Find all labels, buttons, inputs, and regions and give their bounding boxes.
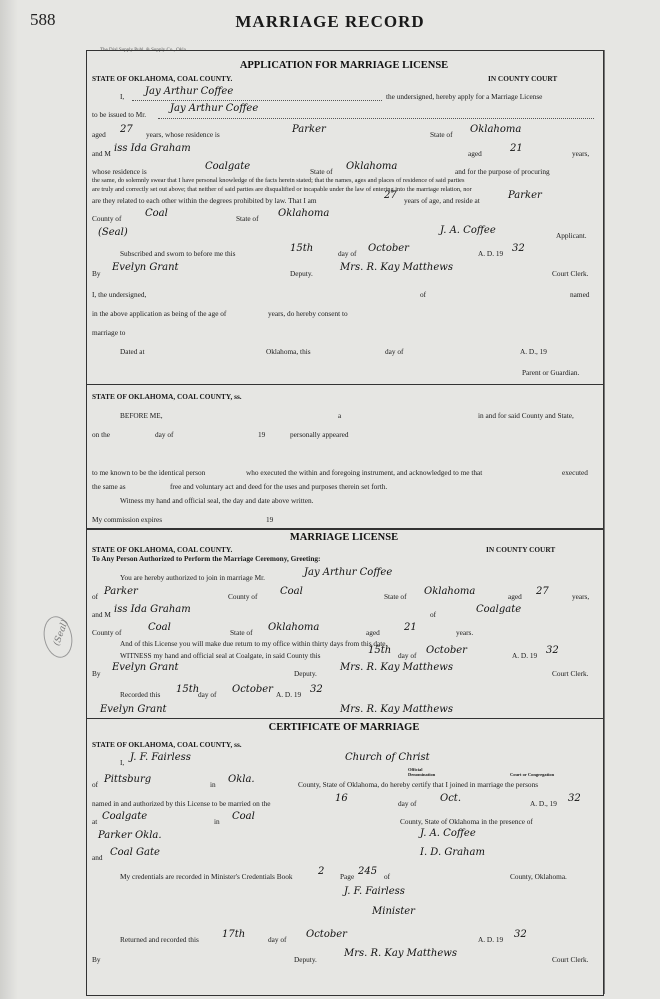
license-rec-ad: A. D. 19 [276,690,302,699]
publisher-imprint: The Dial Supply Publ. & Supply Co., Okla. [100,48,188,53]
license-clerk-label: Court Clerk. [552,669,589,678]
application-bride-residence: Coalgate [205,161,251,172]
cert-cred-book: 2 [318,866,325,877]
application-deputy-signature: Evelyn Grant [112,262,179,273]
cert-clerk-signature: Mrs. R. Kay Matthews [344,948,457,959]
cert-l7-page: Page [340,872,355,881]
license-groom-name: Jay Arthur Coffee [304,567,393,578]
application-by-label: By [92,269,101,278]
license-l2-of: of [92,592,99,601]
application-l5-state: State of [310,167,333,176]
consent-l4-day: day of [385,347,404,356]
license-title: MARRIAGE LICENSE [289,532,399,543]
application-l3-mid: years, whose residence is [146,130,220,139]
application-state-county: STATE OF OKLAHOMA, COAL COUNTY. [92,74,233,83]
cert-marriage-year: 32 [568,793,581,804]
license-witness-year: 32 [546,645,559,656]
license-groom-county: Coal [280,586,303,597]
application-p2: are truly and correctly set out above; that neither of said parties are disqualified or incapable under the law of entering into the marriage relation, nor [92,186,472,193]
application-l3-state: State of [430,130,453,139]
cert-cred-page: 245 [358,866,378,877]
application-seal-mark: (Seal) [98,227,128,238]
cert-ret-ad: A. D. 19 [478,935,504,944]
cert-ret-year: 32 [514,929,527,940]
cert-l1-pre: I, [120,758,125,767]
license-l4-state: State of [230,628,253,637]
cert-witness2-place: Coal Gate [110,847,160,858]
license-seal-mark: (Seal) [52,618,71,648]
binding-edge [0,0,18,999]
ack-l3c: executed [562,468,588,477]
application-groom-name: Jay Arthur Coffee [170,103,259,114]
application-deputy-label: Deputy. [290,269,313,278]
cert-l2-of: of [92,780,99,789]
application-p3b: years of age, and reside at [404,196,480,205]
cert-marriage-month: Oct. [440,793,461,804]
cert-by-label: By [92,955,101,964]
cert-ret-pre: Returned and recorded this [120,935,199,944]
ack-state-county: STATE OF OKLAHOMA, COAL COUNTY, ss. [92,392,242,401]
cert-ret-day: 17th [222,929,246,940]
ack-l4: the same as [92,482,126,491]
consent-l2: in the above application as being of the age of [92,309,227,318]
application-affiant-state: Oklahoma [278,208,330,219]
cert-minister-title: Minister [372,906,415,917]
license-l2-state: State of [384,592,407,601]
application-affiant-county: Coal [145,208,168,219]
license-rec-month: October [232,684,273,695]
cert-deputy-label: Deputy. [294,955,317,964]
ack-l3: to me known to be the identical person [92,468,206,477]
ack-l5: Witness my hand and official seal, the day and date above written. [120,496,314,505]
application-l4-years: years, [572,149,590,158]
license-clerk-signature: Mrs. R. Kay Matthews [340,662,453,673]
license-l4-aged: aged [366,628,380,637]
cert-court-label: Court or Congregation [510,772,555,777]
cert-l6-and: and [92,853,103,862]
cert-officiant-name: J. F. Fairless [130,752,191,763]
cert-ret-month: October [306,929,347,940]
application-l1-post: the undersigned, hereby apply for a Marriage License [386,92,543,101]
cert-denomination-label: Denomination [408,772,436,777]
license-rec-pre: Recorded this [120,690,161,699]
ack-l2-post: personally appeared [290,430,349,439]
divider-3 [86,718,604,719]
cert-state-county: STATE OF OKLAHOMA, COAL COUNTY, ss. [92,740,242,749]
license-l2-years: years, [572,592,590,601]
cert-official-label: Official [408,767,423,772]
applicant-name: Jay Arthur Coffee [145,86,234,97]
consent-l1-of: of [420,290,427,299]
consent-l1-named: named [570,290,590,299]
consent-parent-label: Parent or Guardian. [522,368,580,377]
application-clerk-signature: Mrs. R. Kay Matthews [340,262,453,273]
application-sub-dayof: day of [338,249,357,258]
page-title: MARRIAGE RECORD [235,12,425,31]
application-p3a: are they related to each other within the degrees prohibited by law. That I am [92,196,317,205]
license-groom-age: 27 [536,586,549,597]
application-court: IN COUNTY COURT [488,74,558,83]
application-clerk-label: Court Clerk. [552,269,589,278]
application-bride-state: Oklahoma [346,161,398,172]
ack-l1-a: a [338,411,342,420]
applicant-name-line [132,100,382,101]
application-l5-pre: whose residence is [92,167,147,176]
application-sub-year: 32 [512,243,525,254]
cert-l4-at: at [92,817,98,826]
license-deputy-label: Deputy. [294,669,317,678]
application-sub-ad: A. D. 19 [478,249,504,258]
cert-l3-pre: named in and authorized by this License to be married on the [92,799,271,808]
consent-l4-ad: A. D., 19 [520,347,547,356]
application-affiant-residence: Parker [508,190,542,201]
application-l4-pre: and M [92,149,111,158]
license-deputy-signature-2: Evelyn Grant [100,704,167,715]
license-l6-ad: A. D. 19 [512,651,538,660]
application-bride-name: iss Ida Graham [114,143,191,154]
cert-l4-post: County, State of Oklahoma in the presence of [400,817,533,826]
divider-2 [86,528,604,530]
cert-officiant-city: Pittsburg [104,774,152,785]
application-l7-pre: County of [92,214,122,223]
license-l2-aged: aged [508,592,522,601]
consent-l4-ok: Oklahoma, this [266,347,311,356]
ack-l3b: who executed the within and foregoing instrument, and acknowledged to me that [246,468,483,477]
cert-l7-pre: My credentials are recorded in Minister's Credentials Book [120,872,293,881]
application-sub-pre: Subscribed and sworn to before me this [120,249,236,258]
application-l1-pre: I, [120,92,125,101]
cert-l3-dayof: day of [398,799,417,808]
license-deputy-signature: Evelyn Grant [112,662,179,673]
applicant-signature: J. A. Coffee [440,225,496,236]
consent-l1-pre: I, the undersigned, [92,290,147,299]
license-witness-day: 15th [368,645,392,656]
cert-marriage-day: 16 [335,793,348,804]
license-l2-county: County of [228,592,258,601]
application-bride-age: 21 [510,143,523,154]
ack-l2-on: on the [92,430,111,439]
page-header [0,8,660,36]
license-bride-age: 21 [404,622,417,633]
license-groom-state: Oklahoma [424,586,476,597]
cert-officiant-county: Okla. [228,774,255,785]
license-witness-month: October [426,645,467,656]
ack-l1-pre: BEFORE ME, [120,411,163,420]
license-greeting: To Any Person Authorized to Perform the Marriage Ceremony, Greeting: [92,554,321,563]
ack-l4b: free and voluntary act and deed for the uses and purposes therein set forth. [170,482,388,491]
application-l4-aged: aged [468,149,482,158]
divider-1 [86,384,604,385]
application-sub-month: October [368,243,409,254]
cert-l7-of: of [384,872,391,881]
certificate-title: CERTIFICATE OF MARRIAGE [268,722,420,733]
license-l6-pre: WITNESS my hand and official seal at Coalgate, in said County this [120,651,321,660]
cert-marriage-place: Coalgate [102,811,148,822]
cert-witness2-name: I. D. Graham [420,847,485,858]
license-groom-city: Parker [104,586,138,597]
page-number: 588 [30,10,56,29]
license-rec-dayof: day of [198,690,217,699]
ack-l1-post: in and for said County and State, [478,411,574,420]
cert-denomination: Church of Christ [345,752,430,763]
groom-name-line [158,118,594,119]
application-groom-residence: Parker [292,124,326,135]
license-bride-city: Coalgate [476,604,522,615]
cert-witness1-name: J. A. Coffee [420,828,476,839]
license-l4-years: years. [456,628,474,637]
application-groom-state: Oklahoma [470,124,522,135]
application-l2-pre: to be issued to Mr. [92,110,147,119]
application-groom-age: 27 [120,124,133,135]
license-l4-county: County of [92,628,122,637]
application-title: APPLICATION FOR MARRIAGE LICENSE [239,60,449,71]
license-court: IN COUNTY COURT [486,545,556,554]
application-affiant-age: 27 [384,190,397,201]
license-l6-dayof: day of [398,651,417,660]
cert-marriage-county: Coal [232,811,255,822]
license-bride-county: Coal [148,622,171,633]
cert-clerk-label: Court Clerk. [552,955,589,964]
consent-l2b: years, do hereby consent to [268,309,348,318]
license-l1-pre: You are hereby authorized to join in marriage Mr. [120,573,265,582]
application-sub-day: 15th [290,243,314,254]
license-bride-state: Oklahoma [268,622,320,633]
cert-ret-dayof: day of [268,935,287,944]
license-l3-pre: and M [92,610,111,619]
ack-l2-day: day of [155,430,174,439]
cert-l7-post: County, Oklahoma. [510,872,567,881]
cert-witness1-place: Parker Okla. [98,830,162,841]
license-rec-year: 32 [310,684,323,695]
applicant-label: Applicant. [556,231,587,240]
cert-l2-post: County, State of Oklahoma, do hereby certify that I joined in marriage the persons [298,780,539,789]
ack-l6: My commission expires [92,515,163,524]
consent-l3: marriage to [92,328,126,337]
ack-l2-19: 19 [258,430,266,439]
license-clerk-signature-2: Mrs. R. Kay Matthews [340,704,453,715]
cert-l4-in: in [214,817,220,826]
application-p1: the same, do solemnly swear that I have personal knowledge of the facts herein stated; that the names, ages and places of residence of said parties [92,177,465,184]
cert-l3-ad: A. D., 19 [530,799,557,808]
ack-l6b: 19 [266,515,274,524]
application-l5-post: and for the purpose of procuring [455,167,550,176]
application-l7-state: State of [236,214,259,223]
margin-line [604,50,605,994]
cert-minister-signature: J. F. Fairless [344,886,405,897]
consent-l4-dated: Dated at [120,347,145,356]
license-rec-day: 15th [176,684,200,695]
license-bride-name: iss Ida Graham [114,604,191,615]
application-l3-pre: aged [92,130,106,139]
license-l5: And of this License you will make due return to my office within thirty days from this date. [120,639,388,648]
license-l3-of: of [430,610,437,619]
license-state-county: STATE OF OKLAHOMA, COAL COUNTY. [92,545,233,554]
license-by-label: By [92,669,101,678]
cert-l2-in: in [210,780,216,789]
